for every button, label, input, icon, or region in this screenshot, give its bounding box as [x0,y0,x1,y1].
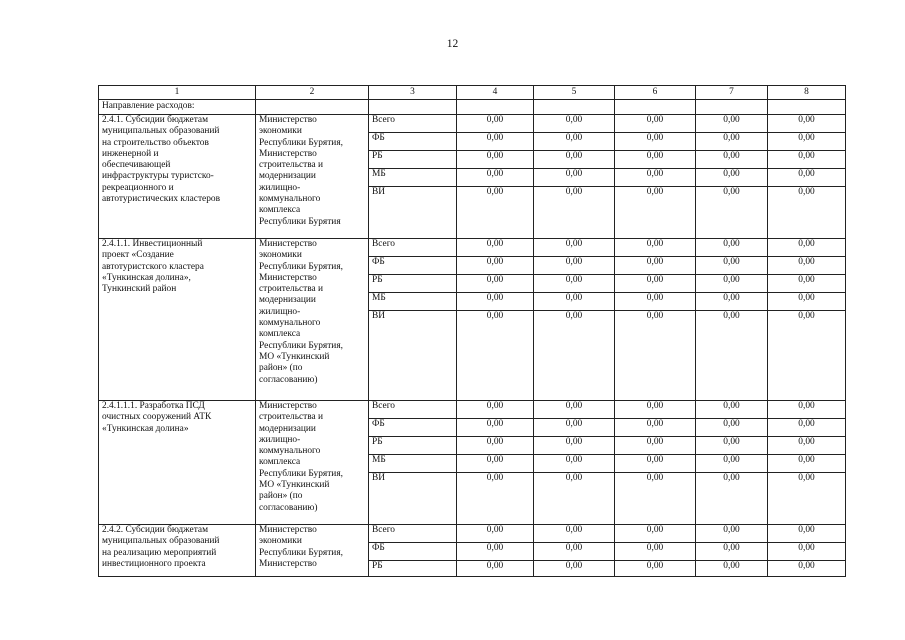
description-line: 2.4.1.1.1. Разработка ПСД [102,401,205,411]
amount-cell: 0,00 [696,561,768,577]
executor-line: строительства и [259,284,324,295]
amount-cell: 0,00 [457,437,534,455]
funding-source: Всего [369,525,457,543]
executor-line: комплекса [259,205,301,216]
column-header: 2 [256,86,369,100]
amount-cell: 0,00 [457,401,534,419]
executor-line: модернизации [259,171,316,182]
amount-cell: 0,00 [457,543,534,561]
amount-cell: 0,00 [457,275,534,293]
executor-line: Министерство [259,558,317,569]
column-header: 4 [457,86,534,100]
amount-cell: 0,00 [534,169,615,187]
column-header: 3 [369,86,457,100]
executor-line: коммунального [259,318,321,329]
amount-cell: 0,00 [768,169,846,187]
amount-cell: 0,00 [457,561,534,577]
amount-cell: 0,00 [768,239,846,257]
executor-line: Министерство [259,239,317,249]
amount-cell: 0,00 [696,133,768,151]
amount-cell: 0,00 [696,293,768,311]
description-line: автотуристических кластеров [102,194,221,205]
amount-cell: 0,00 [534,187,615,239]
executor-line: район» (по [259,363,303,374]
executor-line: Министерство [259,148,317,159]
page-number: 12 [446,38,459,50]
description-line: автотуристского кластера [102,261,204,272]
executor-line: строительства и [259,160,324,171]
executor-line: согласованию) [259,374,318,385]
description-line: 2.4.2. Субсидии бюджетам [102,525,209,535]
amount-cell: 0,00 [457,239,534,257]
amount-cell: 0,00 [615,151,696,169]
amount-cell: 0,00 [534,293,615,311]
table-row [99,401,846,419]
funding-source: Всего [369,401,457,419]
description-line: инженерной и [102,148,159,159]
amount-cell: 0,00 [768,311,846,401]
funding-source: ВИ [369,473,457,525]
description-line: муниципальных образований [102,126,220,137]
executor-line: экономики [259,536,302,547]
funding-source: ФБ [369,133,457,151]
expense-item-description [99,239,256,401]
amount-cell: 0,00 [768,115,846,133]
table-row [99,525,846,543]
amount-cell: 0,00 [768,257,846,275]
executor-line: Республики Бурятия, [259,137,343,148]
column-header: 7 [696,86,768,100]
funding-source: ФБ [369,419,457,437]
executor-line: жилищно- [259,182,301,193]
amount-cell: 0,00 [696,151,768,169]
amount-cell: 0,00 [768,543,846,561]
description-line: «Тункинская долина» [102,423,189,434]
amount-cell: 0,00 [534,455,615,473]
amount-cell: 0,00 [615,311,696,401]
amount-cell: 0,00 [534,115,615,133]
amount-cell: 0,00 [768,525,846,543]
executor-line: жилищно- [259,434,301,445]
executor-line: Министерство [259,525,317,535]
column-number-row [99,86,846,100]
amount-cell: 0,00 [615,401,696,419]
amount-cell: 0,00 [534,275,615,293]
executor-line: МО «Тункинский [259,351,330,362]
amount-cell: 0,00 [457,419,534,437]
direction-row [99,100,846,115]
amount-cell: 0,00 [696,455,768,473]
amount-cell: 0,00 [457,151,534,169]
column-header: 1 [99,86,256,100]
amount-cell: 0,00 [457,455,534,473]
amount-cell: 0,00 [615,543,696,561]
table-row [99,115,846,133]
executor-line: МО «Тункинский [259,480,330,491]
executor-line: модернизации [259,295,316,306]
amount-cell: 0,00 [534,311,615,401]
amount-cell: 0,00 [534,257,615,275]
amount-cell: 0,00 [534,525,615,543]
funding-source: ФБ [369,543,457,561]
amount-cell: 0,00 [696,115,768,133]
amount-cell: 0,00 [615,473,696,525]
amount-cell: 0,00 [534,419,615,437]
description-line: на реализацию мероприятий [102,547,217,558]
funding-source: РБ [369,561,457,577]
amount-cell: 0,00 [696,187,768,239]
amount-cell: 0,00 [615,169,696,187]
funding-source: РБ [369,151,457,169]
description-line: очистных сооружений АТК [102,412,212,423]
description-line: на строительство объектов [102,137,209,148]
amount-cell: 0,00 [534,133,615,151]
executor-line: Министерство [259,272,317,283]
description-line: проект «Создание [102,250,174,261]
amount-cell: 0,00 [615,419,696,437]
description-line: инвестиционного проекта [102,558,206,569]
executor-line: Республики Бурятия, [259,468,343,479]
expense-item-description [99,115,256,239]
amount-cell: 0,00 [768,133,846,151]
funding-source: ВИ [369,187,457,239]
amount-cell: 0,00 [696,257,768,275]
executor-line: Республики Бурятия, [259,261,343,272]
amount-cell: 0,00 [768,275,846,293]
responsible-executor [256,525,369,577]
expense-item-description [99,525,256,577]
amount-cell: 0,00 [696,311,768,401]
amount-cell: 0,00 [768,561,846,577]
amount-cell: 0,00 [615,239,696,257]
amount-cell: 0,00 [615,257,696,275]
amount-cell: 0,00 [615,561,696,577]
description-line: Тункинский район [102,284,177,295]
column-header: 8 [768,86,846,100]
description-line: обеспечивающей [102,160,171,171]
amount-cell: 0,00 [457,525,534,543]
amount-cell: 0,00 [768,473,846,525]
funding-source: РБ [369,437,457,455]
executor-line: согласованию) [259,502,318,513]
funding-source: МБ [369,455,457,473]
executor-line: Министерство [259,115,317,125]
amount-cell: 0,00 [696,419,768,437]
executor-line: коммунального [259,446,321,457]
budget-table [98,85,846,577]
amount-cell: 0,00 [534,437,615,455]
amount-cell: 0,00 [768,293,846,311]
executor-line: район» (по [259,491,303,502]
expense-item-description [99,401,256,525]
amount-cell: 0,00 [768,151,846,169]
amount-cell: 0,00 [696,473,768,525]
amount-cell: 0,00 [768,437,846,455]
executor-line: Республики Бурятия, [259,547,343,558]
direction-label: Направление расходов: [99,100,256,115]
amount-cell: 0,00 [615,133,696,151]
amount-cell: 0,00 [534,151,615,169]
executor-line: комплекса [259,457,301,468]
amount-cell: 0,00 [457,115,534,133]
amount-cell: 0,00 [457,169,534,187]
amount-cell: 0,00 [615,525,696,543]
funding-source: МБ [369,169,457,187]
amount-cell: 0,00 [768,455,846,473]
funding-source: РБ [369,275,457,293]
funding-source: Всего [369,239,457,257]
amount-cell: 0,00 [457,187,534,239]
amount-cell: 0,00 [696,169,768,187]
description-line: 2.4.1.1. Инвестиционный [102,239,203,249]
table-row [99,239,846,257]
description-line: рекреационного и [102,182,174,193]
amount-cell: 0,00 [615,455,696,473]
amount-cell: 0,00 [768,419,846,437]
description-line: инфраструктуры туристско- [102,171,214,182]
executor-line: экономики [259,250,302,261]
description-line: 2.4.1. Субсидии бюджетам [102,115,209,125]
amount-cell: 0,00 [534,543,615,561]
executor-line: Министерство [259,401,317,411]
responsible-executor [256,401,369,525]
executor-line: жилищно- [259,306,301,317]
amount-cell: 0,00 [534,473,615,525]
amount-cell: 0,00 [534,239,615,257]
amount-cell: 0,00 [696,543,768,561]
funding-source: ФБ [369,257,457,275]
amount-cell: 0,00 [696,525,768,543]
amount-cell: 0,00 [615,437,696,455]
funding-source: ВИ [369,311,457,401]
executor-line: коммунального [259,194,321,205]
amount-cell: 0,00 [457,311,534,401]
executor-line: Республики Бурятия [259,216,341,227]
amount-cell: 0,00 [696,437,768,455]
amount-cell: 0,00 [615,115,696,133]
amount-cell: 0,00 [457,473,534,525]
description-line: муниципальных образований [102,536,220,547]
funding-source: МБ [369,293,457,311]
amount-cell: 0,00 [696,275,768,293]
executor-line: комплекса [259,329,301,340]
amount-cell: 0,00 [534,561,615,577]
column-header: 6 [615,86,696,100]
amount-cell: 0,00 [696,239,768,257]
executor-line: строительства и [259,412,324,423]
column-header: 5 [534,86,615,100]
responsible-executor [256,115,369,239]
responsible-executor [256,239,369,401]
amount-cell: 0,00 [534,401,615,419]
description-line: «Тункинская долина», [102,272,191,283]
amount-cell: 0,00 [457,293,534,311]
amount-cell: 0,00 [615,293,696,311]
amount-cell: 0,00 [768,401,846,419]
executor-line: Республики Бурятия, [259,340,343,351]
amount-cell: 0,00 [457,257,534,275]
amount-cell: 0,00 [457,133,534,151]
amount-cell: 0,00 [615,187,696,239]
amount-cell: 0,00 [768,187,846,239]
funding-source: Всего [369,115,457,133]
executor-line: модернизации [259,423,316,434]
amount-cell: 0,00 [615,275,696,293]
amount-cell: 0,00 [696,401,768,419]
executor-line: экономики [259,126,302,137]
